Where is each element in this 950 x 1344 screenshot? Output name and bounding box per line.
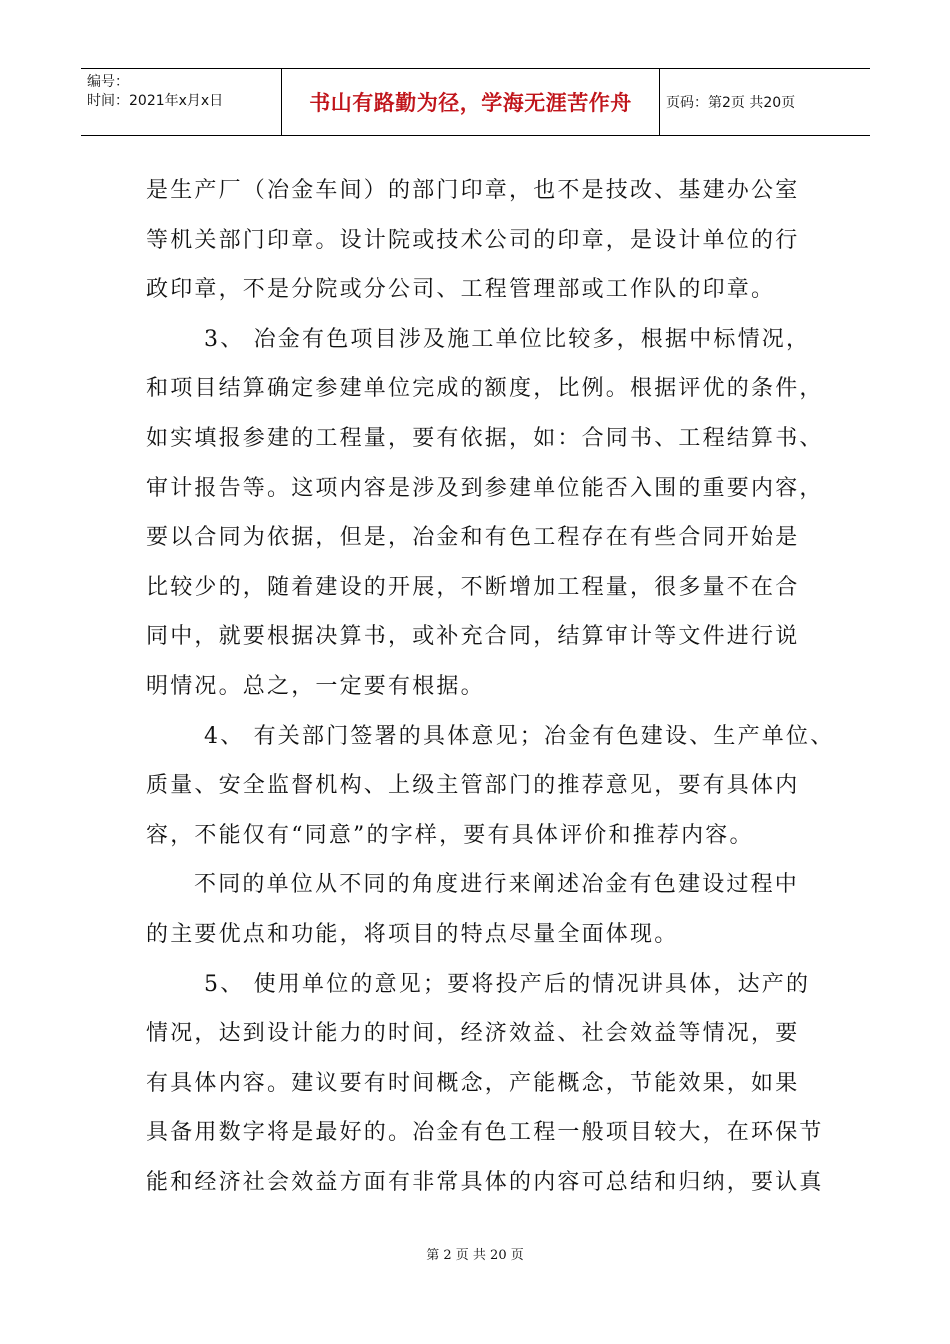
text-line: 容，不能仅有“同意”的字样，要有具体评价和推荐内容。 [146,822,754,848]
text-line: 5、 使用单位的意见；要将投产后的情况讲具体，达产的 [204,971,811,997]
text-line: 审计报告等。这项内容是涉及到参建单位能否入围的重要内容， [146,475,824,501]
text-line: 具备用数字将是最好的。冶金有色工程一般项目较大，在环保节 [146,1120,824,1146]
header-motto [282,69,660,135]
text-line: 情况，达到设计能力的时间，经济效益、社会效益等情况，要 [146,1021,800,1047]
text-line: 政印章，不是分院或分公司、工程管理部或工作队的印章。 [146,277,776,303]
text-line: 有具体内容。建议要有时间概念，产能概念，节能效果，如果 [146,1070,800,1096]
text-line: 要以合同为依据，但是，冶金和有色工程存在有些合同开始是 [146,525,800,551]
page-header [81,68,870,136]
number-label: 编号： [87,74,129,90]
footer-page-number: 第 2 页 共 20 页 [426,1248,524,1263]
text-line: 和项目结算确定参建单位完成的额度，比例。根据评优的条件， [146,376,824,402]
document-body [146,166,835,1207]
date-label: 时间：2021年x月x日 [87,93,224,109]
text-line: 4、 有关部门签署的具体意见；冶金有色建设、生产单位、 [204,723,835,749]
text-line: 如实填报参建的工程量，要有依据，如：合同书、工程结算书、 [146,425,824,451]
text-line: 等机关部门印章。设计院或技术公司的印章，是设计单位的行 [146,227,800,253]
text-line: 是生产厂（冶金车间）的部门印章，也不是技改、基建办公室 [146,178,800,203]
text-line: 不同的单位从不同的角度进行来阐述冶金有色建设过程中 [194,872,800,898]
header-meta [81,69,282,135]
page-info-text: 页码：第2页 共20页 [666,95,796,111]
page-footer [0,1244,950,1263]
text-line: 同中，就要根据决算书，或补充合同，结算审计等文件进行说 [146,624,800,650]
text-line: 3、 冶金有色项目涉及施工单位比较多，根据中标情况， [204,326,811,352]
text-line: 明情况。总之，一定要有根据。 [146,673,485,699]
text-line: 比较少的，随着建设的开展，不断增加工程量，很多量不在合 [146,574,800,600]
text-line: 质量、安全监督机构、上级主管部门的推荐意见，要有具体内 [146,773,800,799]
text-line: 能和经济社会效益方面有非常具体的内容可总结和归纳，要认真 [146,1169,824,1195]
header-page-info [660,69,870,135]
text-line: 的主要优点和功能，将项目的特点尽量全面体现。 [146,921,679,947]
motto-text: 书山有路勤为径，学海无涯苦作舟 [309,91,632,115]
